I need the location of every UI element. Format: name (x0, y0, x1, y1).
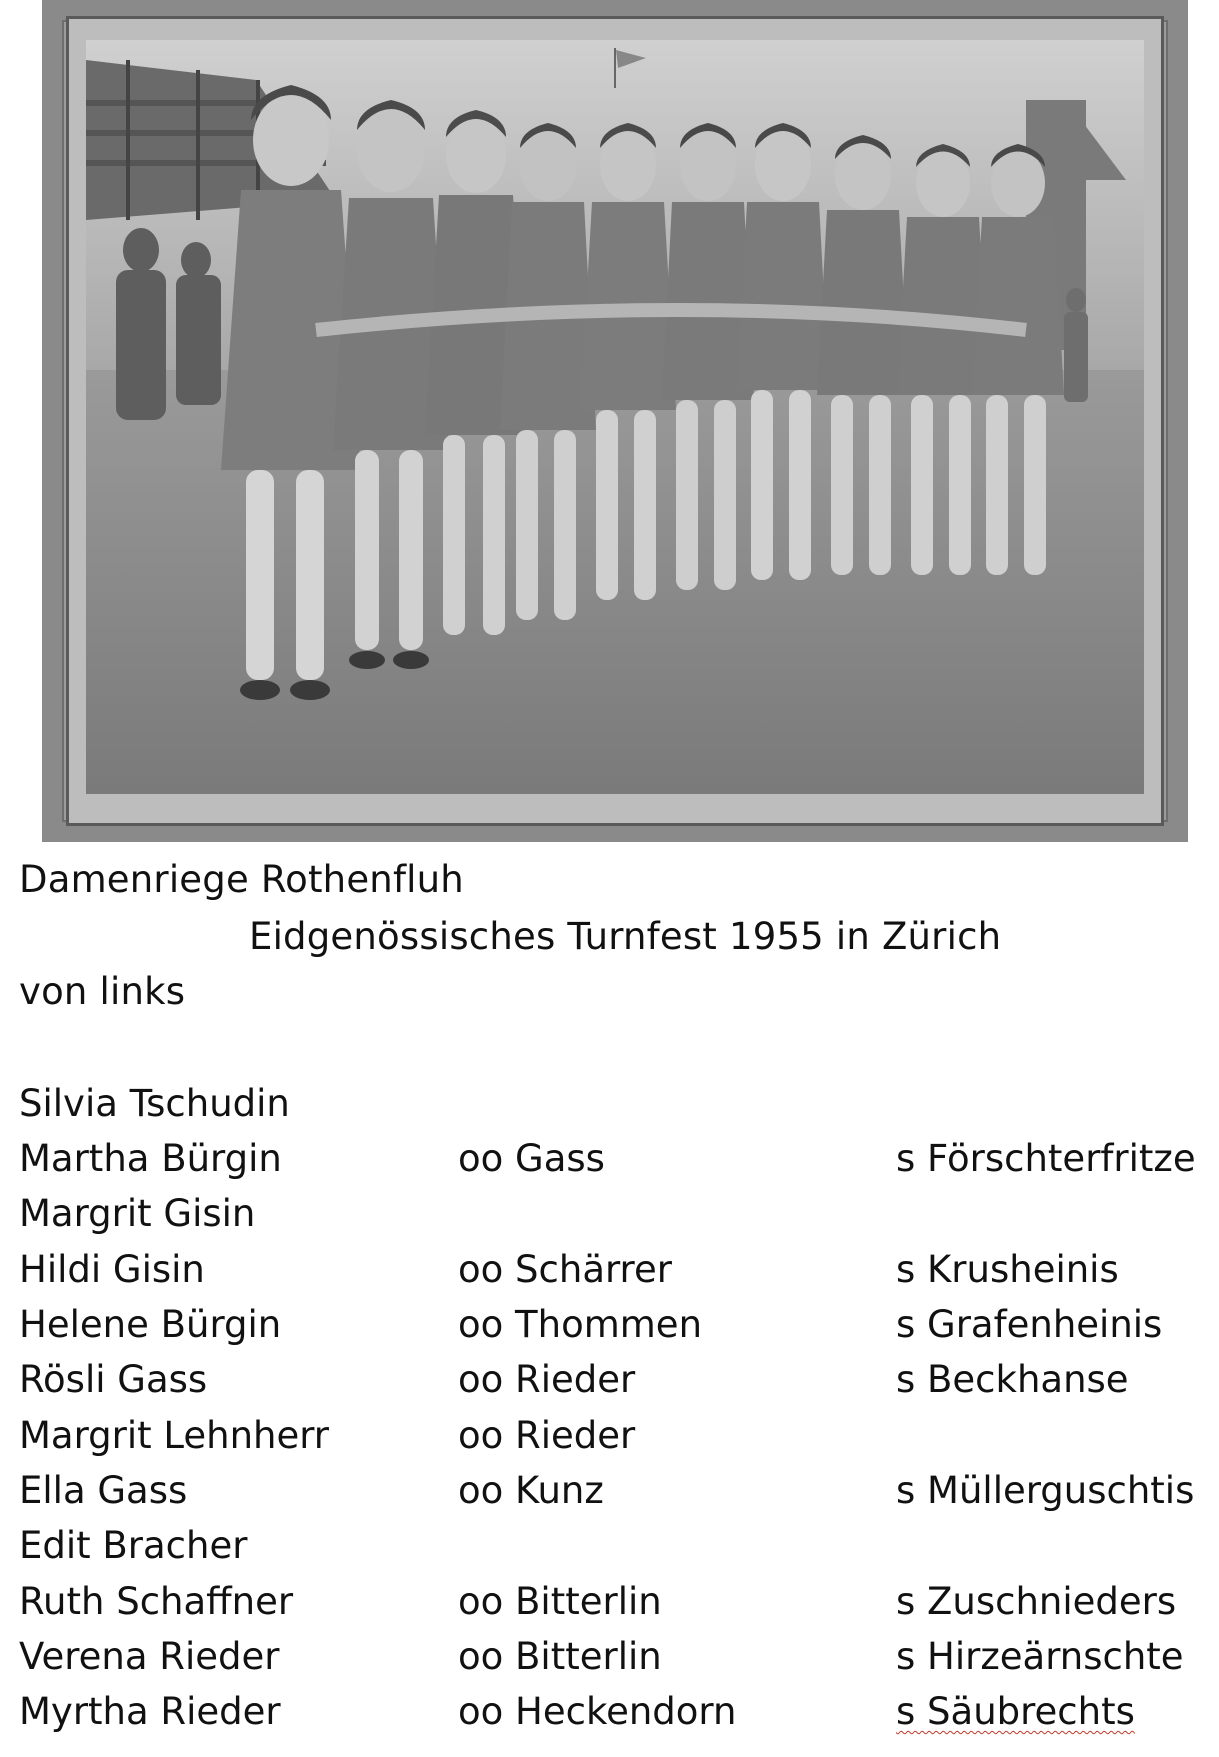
person-name: Ella Gass (19, 1469, 188, 1512)
person-name: Rösli Gass (19, 1358, 208, 1401)
person-name: Martha Bürgin (19, 1137, 282, 1180)
person-married: oo Thommen (458, 1303, 703, 1346)
group-photo (86, 40, 1144, 794)
person-row (19, 1634, 1209, 1680)
person-married: oo Bitterlin (458, 1580, 662, 1623)
person-name: Verena Rieder (19, 1635, 280, 1678)
person-row (19, 1081, 1209, 1127)
person-nickname: s Hirzeärnschte (896, 1635, 1184, 1678)
person-married: oo Schärrer (458, 1248, 672, 1291)
person-row (19, 1413, 1209, 1459)
person-nickname: s Müllerguschtis (896, 1469, 1195, 1512)
person-row (19, 1523, 1209, 1569)
person-name: Ruth Schaffner (19, 1580, 294, 1623)
person-row (19, 1302, 1209, 1348)
person-row (19, 1247, 1209, 1293)
person-name: Silvia Tschudin (19, 1082, 290, 1125)
person-row (19, 1136, 1209, 1182)
person-row (19, 1468, 1209, 1514)
person-name: Edit Bracher (19, 1524, 248, 1567)
person-married: oo Rieder (458, 1414, 636, 1457)
person-name: Margrit Gisin (19, 1192, 256, 1235)
person-married: oo Kunz (458, 1469, 604, 1512)
group-photo-icon (86, 40, 1144, 794)
person-married: oo Bitterlin (458, 1635, 662, 1678)
person-married: oo Rieder (458, 1358, 636, 1401)
person-married: oo Heckendorn (458, 1690, 737, 1733)
person-married: oo Gass (458, 1137, 605, 1180)
person-row (19, 1357, 1209, 1403)
person-row (19, 1191, 1209, 1237)
person-nickname: s Förschterfritze (896, 1137, 1196, 1180)
person-name: Myrtha Rieder (19, 1690, 281, 1733)
caption-order-note: von links (19, 970, 186, 1013)
person-name: Margrit Lehnherr (19, 1414, 330, 1457)
person-nickname: s Grafenheinis (896, 1303, 1163, 1346)
person-nickname: s Krusheinis (896, 1248, 1119, 1291)
caption-event: Eidgenössisches Turnfest 1955 in Zürich (249, 915, 1002, 958)
caption-title: Damenriege Rothenfluh (19, 858, 464, 901)
person-row (19, 1579, 1209, 1625)
person-nickname: s Säubrechts (896, 1690, 1135, 1733)
photo-frame (42, 0, 1188, 842)
person-nickname: s Zuschnieders (896, 1580, 1177, 1623)
person-name: Hildi Gisin (19, 1248, 205, 1291)
person-nickname: s Beckhanse (896, 1358, 1129, 1401)
person-row (19, 1689, 1209, 1735)
person-name: Helene Bürgin (19, 1303, 282, 1346)
